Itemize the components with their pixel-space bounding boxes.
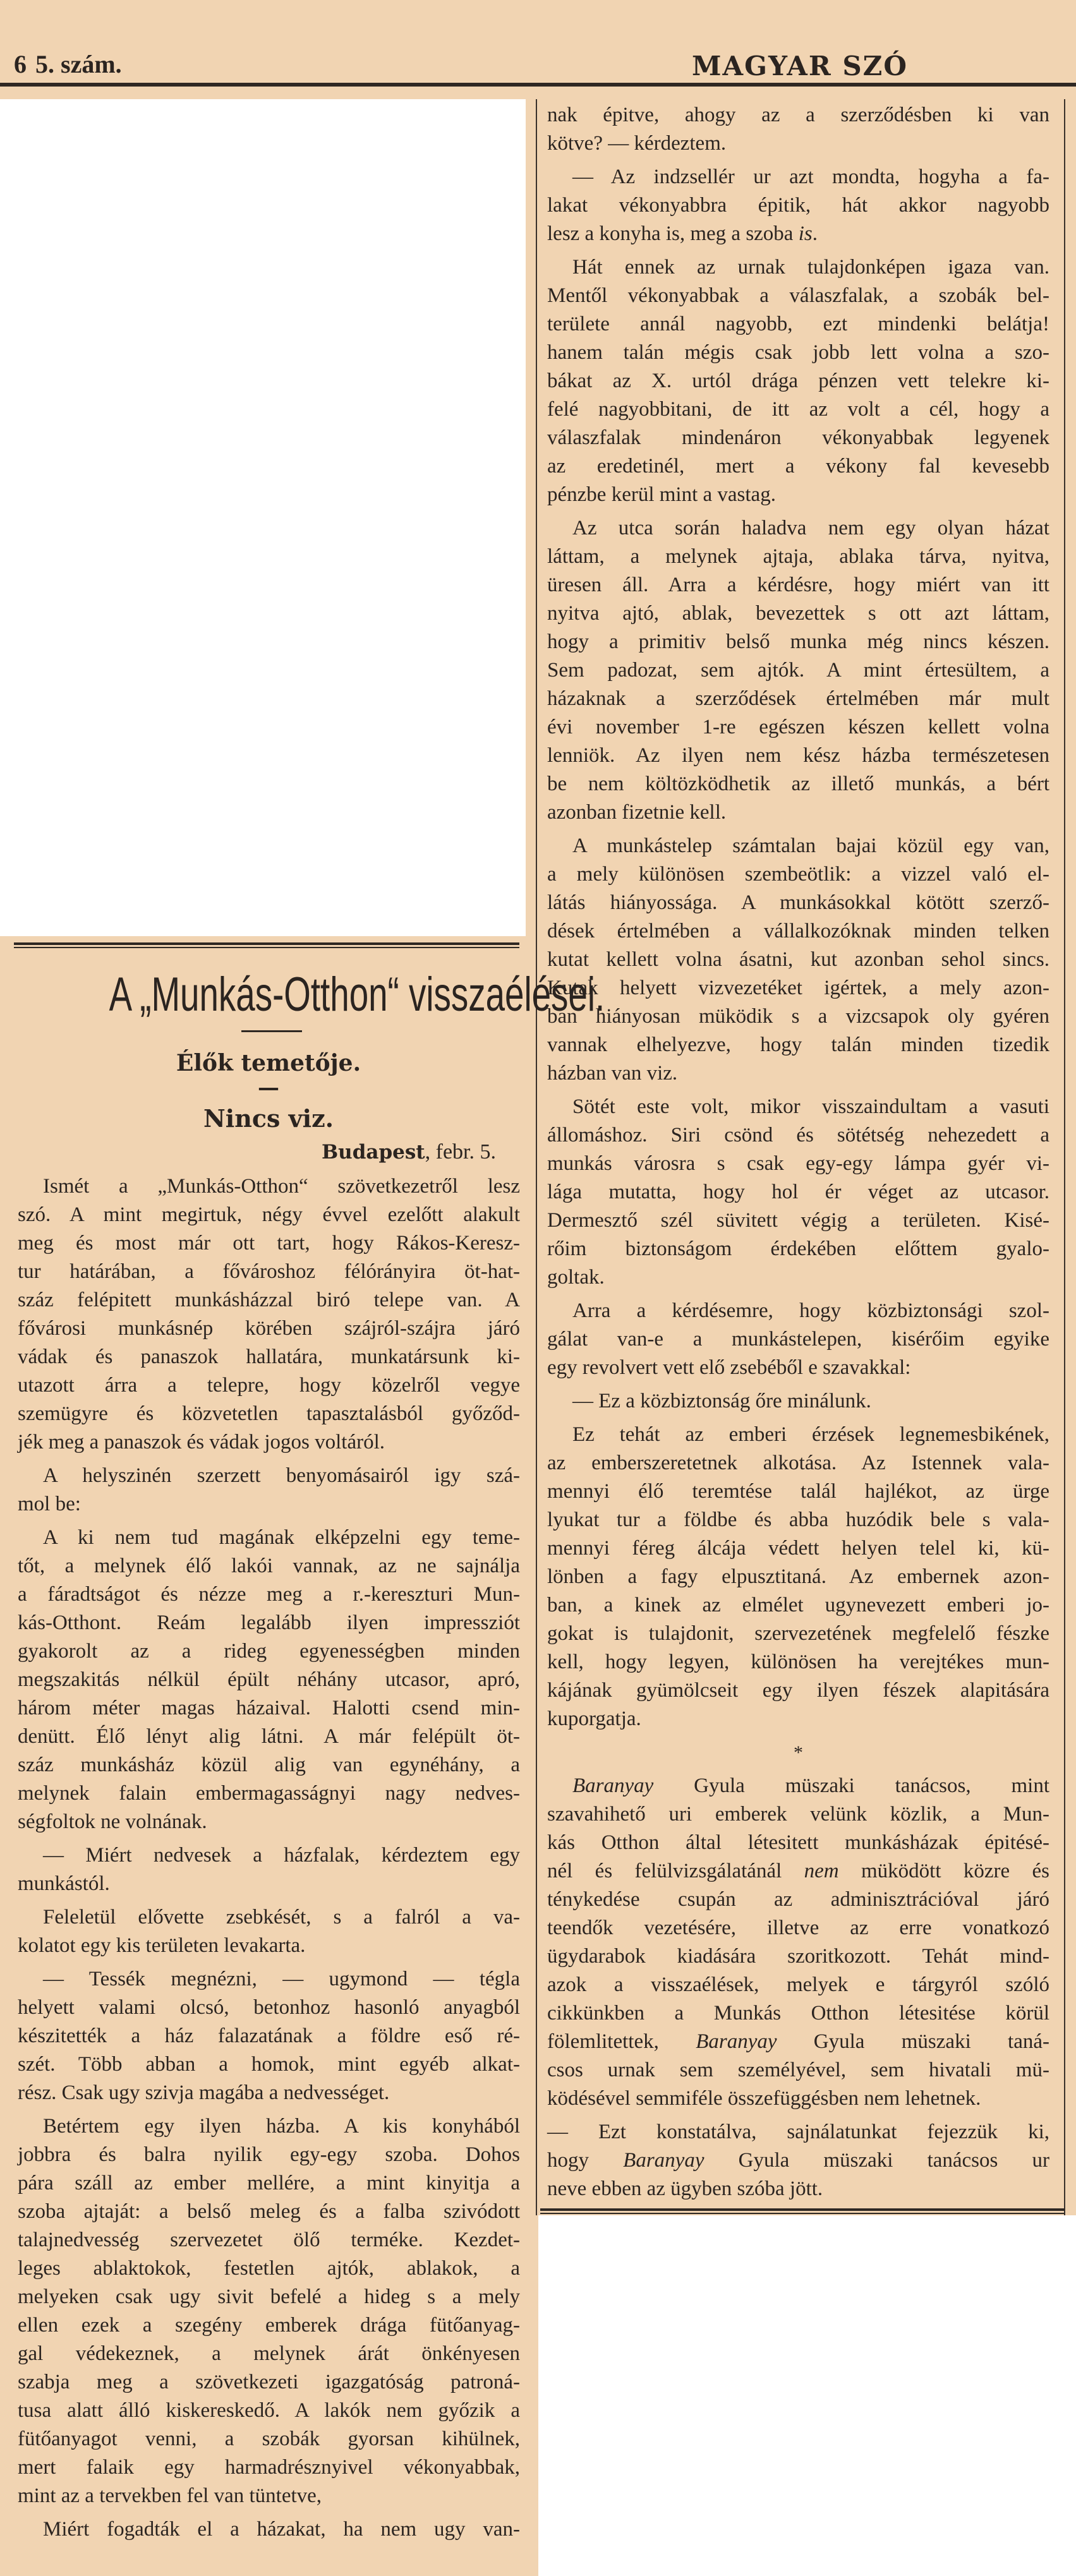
paragraph — [547, 832, 1049, 1088]
text-line: — Ezt konstatálva, sajnálatunkat fejezzük ki, — [547, 2121, 1049, 2143]
text-line: kolatot egy kis területen levakarta. — [18, 1934, 306, 1957]
text-line: felé nagyobbitani, de itt az volt a cél, hogy a — [547, 398, 1049, 421]
italic-text: Baranyay — [696, 2030, 777, 2053]
text-line: dések értelmében a vállalkozóknak minden telken — [547, 920, 1049, 942]
text-line: ban hiányosan müködik s a vizcsapok oly gyéren — [547, 1005, 1049, 1028]
column-divider — [536, 99, 537, 2215]
text-line: lyukat tur a földbe és abba huzódik bele s vala- — [547, 1508, 1049, 1531]
text-line — [547, 220, 1049, 248]
text-line: szavahihető uri emberek velünk közlik, a Mun- — [547, 1803, 1049, 1826]
text-line: ködésével semmiféle összefüggésben nem lehetnek. — [547, 2087, 981, 2110]
text-line: mert falaik egy harmadrésznyivel vékonyabbak, — [18, 2456, 520, 2479]
text-line: Betértem egy ilyen házba. A kis konyhából — [43, 2115, 520, 2138]
text-line: tur határában, a fővároshoz félórányira öt-hat- — [18, 1260, 520, 1283]
issue-number: 5. szám. — [35, 50, 122, 78]
text-line: nyitva ajtó, ablak, bevezettek s ott azt láttam, — [547, 602, 1049, 625]
text-line: rész. Csak ugy szivja magába a nedvességet. — [18, 2081, 390, 2104]
text-line: mennyi féreg álcája védett helyen telel ki, kü- — [547, 1537, 1049, 1560]
text-line: pára száll az ember mellére, a mint kinyitja a — [18, 2172, 520, 2194]
text-line: a fáradtságot és nézze meg a r.-kereszturi Mun- — [18, 1583, 520, 1606]
text-segment: lesz a konyha is, meg a szoba — [547, 222, 799, 245]
text-line: a mely különösen szembeötlik: a vizzel való el- — [547, 863, 1049, 886]
text-line: gokat is tulajdonit, szervezetének megfelelő fészke — [547, 1622, 1049, 1645]
text-segment: fölemlitettek, — [547, 2030, 696, 2053]
text-line: talajnedvesség szervezetet ölő terméke. Kezdet- — [18, 2229, 520, 2251]
text-line: lönben a fagy elpusztitaná. Az embernek azon- — [547, 1565, 1049, 1588]
text-line: ellen ezek a szegény emberek drága fütőanyag- — [18, 2314, 520, 2337]
text-line: vannak elhelyezve, hogy talán minden tizedik — [547, 1033, 1049, 1056]
text-line: Sem padozat, sem ajtók. A mint értesültem, a — [547, 659, 1049, 682]
text-segment: nél és felülvizsgálatánál — [547, 1860, 804, 1882]
text-line: üresen áll. Arra a kérdésre, hogy miért van itt — [547, 574, 1049, 596]
text-line: helyett valami olcsó, betonhoz hasonló anyagból — [18, 1996, 520, 2019]
text-line: házban van viz. — [547, 1062, 678, 1085]
text-line: jobbra és balra nyilik egy-egy szoba. Dohos — [18, 2143, 520, 2166]
text-line: tusa alatt álló kiskereskedő. A lakók nem győzik a — [18, 2399, 520, 2422]
text-line: Sötét este volt, mikor visszaindultam a vasuti — [572, 1095, 1049, 1118]
paragraph — [547, 101, 1049, 158]
text-segment: Gyula müszaki taná- — [777, 2030, 1050, 2053]
text-line: vádak és panaszok hallatára, munkatársunk ki- — [18, 1345, 520, 1368]
text-line: be nem költözködhetik az illető munkás, a bért — [547, 773, 1049, 795]
italic-text: nem — [804, 1860, 839, 1882]
text-line: A munkástelep számtalan bajai közül egy van, — [572, 834, 1049, 857]
text-segment: müködött közre és — [838, 1860, 1050, 1882]
blank-area-top-left — [0, 99, 526, 936]
italic-text: Baranyay — [572, 1774, 654, 1797]
article-subtitle: Élők temetője. — [176, 1050, 361, 1076]
paragraph — [547, 253, 1049, 509]
paragraph — [547, 2118, 1049, 2203]
text-line: kutat kellett volna ásatni, kut azonban sehol sincs. — [547, 948, 1049, 971]
text-line: azok a visszaélések, melyek e tárgyról szóló — [547, 1973, 1049, 1996]
text-line: denütt. Élő lényt alig látni. A már felépült öt- — [18, 1725, 520, 1748]
text-line: Arra a kérdésemre, hogy közbiztonsági szol- — [572, 1299, 1049, 1322]
text-line: látás hiányossága. A munkásokkal kötött szerző- — [547, 891, 1049, 914]
header-rule — [0, 83, 1076, 87]
text-line: Ez tehát az emberi érzések legnemesbikének, — [572, 1423, 1049, 1446]
text-line: láttam, a melynek ajtaja, ablaka tárva, nyitva, — [547, 545, 1049, 568]
subtitle-dash: — — [258, 1075, 279, 1100]
right-border-rule — [1064, 99, 1065, 2215]
text-line: ségfoltok ne volnának. — [18, 1810, 207, 1833]
paragraph — [547, 514, 1049, 827]
text-line: tőt, a melynek élő lakói vannak, az ne sajnálja — [18, 1555, 520, 1577]
text-line: nak épitve, ahogy az a szerződésben ki van — [547, 104, 1049, 126]
text-line: száz munkásház közül alig van egynéhány, a — [18, 1754, 520, 1776]
text-line: munkástól. — [18, 1872, 110, 1895]
section-separator-asterisk: * — [794, 1742, 803, 1763]
text-line: — Tessék megnézni, — ugymond — tégla — [43, 1968, 520, 1990]
text-line: gyakorolt az a rideg egyenességben minden — [18, 1640, 520, 1663]
left-column-body — [18, 1172, 520, 2549]
text-line: szemügyre és közvetetlen tapasztalásból győződ- — [18, 1402, 520, 1425]
text-line: csos urnak sem személyével, sem hivatali mü- — [547, 2059, 1049, 2081]
paragraph — [547, 1421, 1049, 1733]
text-line: az eredetinél, mert a vékony fal kevesebb — [547, 455, 1049, 478]
text-line: házaknak a szerződések értelmében már mult — [547, 687, 1049, 710]
text-line: gálat van-e a munkástelepen, kisérőim egyike — [547, 1328, 1049, 1351]
text-line: hogy a primitiv belső munka még nincs készen. — [547, 630, 1049, 653]
text-line: fővárosi munkásnép körében szájról-szájra járó — [18, 1317, 520, 1340]
paragraph — [547, 1297, 1049, 1382]
text-line: évi november 1-re egészen készen kellett volna — [547, 716, 1049, 738]
text-line: jék meg a panaszok és vádak jogos voltáról. — [18, 1431, 385, 1454]
dateline-date: , febr. 5. — [425, 1140, 496, 1164]
text-line: Feleletül elővette zsebkését, s a falról a va- — [43, 1906, 520, 1929]
text-segment: Gyula müszaki tanácsos ur — [704, 2149, 1050, 2172]
text-line: kell, hogy legyen, különösen ha verejtékes mun- — [547, 1651, 1049, 1673]
page-header-left — [14, 49, 131, 79]
text-line: szó. A mint megirtuk, négy évvel ezelőtt alakult — [18, 1203, 520, 1226]
text-line: Ismét a „Munkás-Otthon“ szövetkezetről lesz — [43, 1175, 520, 1198]
paragraph — [18, 1965, 520, 2107]
text-line: kás Otthon által létesitett munkásházak épitésé- — [547, 1831, 1049, 1854]
paragraph — [18, 2515, 520, 2544]
newspaper-title: MAGYAR SZÓ — [692, 51, 908, 81]
text-line: ügydarabok kiadására szoritkozott. Tehát mind- — [547, 1945, 1049, 1968]
text-line: melyeken csak ugy sivit befelé a hideg s a mely — [18, 2285, 520, 2308]
text-line: Dermesztő szél süvitett végig a területen. Kisé- — [547, 1209, 1049, 1232]
paragraph — [18, 1841, 520, 1898]
text-line: területe annál nagyobb, ezt mindenki belátja! — [547, 313, 1049, 335]
text-line: egy revolvert vett elő zsebéből e szavakkal: — [547, 1356, 911, 1379]
text-line: mennyi élő teremtése talál hajlékot, az ürge — [547, 1480, 1049, 1503]
text-line: ban, a kinek az elmélet ugynevezett emberi jo- — [547, 1594, 1049, 1616]
text-line: Hát ennek az urnak tulajdonképen igaza van. — [572, 256, 1049, 279]
text-line: hanem talán mégis csak jobb lett volna a szo- — [547, 341, 1049, 364]
text-line: pénzbe kerül mint a vastag. — [547, 483, 776, 506]
text-line — [547, 1772, 1049, 1800]
text-line: ténykedése csupán az adminisztrációval járó — [547, 1888, 1049, 1911]
text-segment: Gyula müszaki tanácsos, mint — [653, 1774, 1049, 1797]
text-line: kájának gyümölcseit egy ilyen fészek alapitására — [547, 1679, 1049, 1702]
text-line: száz felépitett munkásházzal biró telepe van. A — [18, 1289, 520, 1311]
text-line: kötve? — kérdeztem. — [547, 132, 727, 155]
text-segment: . — [812, 222, 818, 245]
text-line: goltak. — [547, 1266, 605, 1289]
blank-area-bottom-right — [538, 2215, 1076, 2576]
text-line: szabja meg a szövetkezeti igazgatóság patroná- — [18, 2371, 520, 2393]
text-line: kás-Otthont. Reám legalább ilyen impressziót — [18, 1611, 520, 1634]
text-line: Miért fogadták el a házakat, ha nem ugy van- — [43, 2518, 520, 2541]
text-line: mol be: — [18, 1493, 81, 1515]
text-line: az emberszeretetnek alkotása. Az Istennek vala- — [547, 1452, 1049, 1474]
text-line: — Ez a közbiztonság őre minálunk. — [572, 1390, 871, 1412]
text-line: teendők vezetésére, illetve az erre vonatkozó — [547, 1917, 1049, 1939]
text-line: szét. Több abban a homok, mint egyéb alkat- — [18, 2053, 520, 2076]
dateline-place: Budapest — [321, 1141, 425, 1164]
paragraph — [18, 1172, 520, 1457]
text-line: három méter magas házaival. Halotti csend min- — [18, 1697, 520, 1719]
dateline — [322, 1137, 496, 1167]
article-title — [13, 966, 605, 1023]
page-number: 6 — [14, 50, 27, 78]
text-line: — Miért nedvesek a házfalak, kérdeztem egy — [43, 1844, 520, 1867]
text-line: melynek falain embermagasságnyi nagy nedves- — [18, 1782, 520, 1805]
text-line: azonban fizetnie kell. — [547, 801, 727, 824]
paragraph — [547, 1093, 1049, 1292]
paragraph — [547, 163, 1049, 248]
text-line: munkás városra s csak egy-egy lámpa gyér vi- — [547, 1152, 1049, 1175]
article-top-rule — [14, 942, 519, 948]
text-line — [547, 1857, 1049, 1886]
right-column-body — [547, 101, 1049, 2208]
text-line: utazott árra a telepre, hogy közelről vegye — [18, 1374, 520, 1397]
italic-text: is — [798, 222, 813, 245]
italic-text: Baranyay — [623, 2149, 704, 2172]
text-line: cikkünkben a Munkás Otthon létesitése körül — [547, 2002, 1049, 2025]
right-column-end-rule — [540, 2208, 1065, 2214]
text-line: rőim biztonságom érdekében előttem gyalo- — [547, 1237, 1049, 1260]
text-line: — Az indzsellér ur azt mondta, hogyha a fa- — [572, 166, 1049, 188]
section-heading: Nincs viz. — [203, 1104, 334, 1133]
text-line: megszakitás nélkül épült néhány utcasor, apró, — [18, 1668, 520, 1691]
text-line: mint az a tervekben fel van tüntetve, — [18, 2484, 322, 2507]
text-line: lenniök. Az ilyen nem kész házba természetesen — [547, 744, 1049, 767]
text-line: válaszfalak mindenáron vékonyabbak legyenek — [547, 426, 1049, 449]
paragraph — [18, 1524, 520, 1836]
text-line: bákat az X. urtól drága pénzen vett telekre ki- — [547, 370, 1049, 392]
text-line: A helyszinén szerzett benyomásairól igy szá- — [43, 1464, 520, 1487]
text-line: Az utca során haladva nem egy olyan házat — [572, 517, 1049, 539]
text-line: leges ablaktokok, festetlen ajtók, ablakok, a — [18, 2257, 520, 2280]
text-line: állomáshoz. Siri csönd és sötétség nehezedett a — [547, 1124, 1049, 1147]
text-segment: hogy — [547, 2149, 624, 2172]
text-line: Mentől vékonyabbak a válaszfalak, a szobák bel- — [547, 284, 1049, 307]
text-line: lakat vékonyabbra épitik, hát akkor nagyobb — [547, 194, 1049, 217]
text-line: gal védekeznek, a melynek árát önkényesen — [18, 2342, 520, 2365]
text-line: készitették a ház falazatának a földre eső ré- — [18, 2025, 520, 2047]
title-separator-rule — [241, 1030, 302, 1032]
text-line — [547, 2028, 1049, 2056]
paragraph — [18, 1462, 520, 1519]
text-line: fütőanyagot venni, a szobák gyorsan kihülnek, — [18, 2428, 520, 2450]
text-line: kuporgatja. — [547, 1707, 641, 1730]
paragraph — [18, 2112, 520, 2510]
article-title-text: A „Munkás-Otthon“ visszaélései. — [109, 968, 605, 1021]
text-line: szoba ajtaját: a belső meleg és a falba szivódott — [18, 2200, 520, 2223]
paragraph — [18, 1903, 520, 1960]
text-line — [547, 2146, 1049, 2175]
text-line: Kutak helyett vizvezetéket igértek, a mely azon- — [547, 977, 1049, 999]
paragraph — [547, 1387, 1049, 1416]
paragraph — [547, 1772, 1049, 2113]
text-line: lága mutatta, hogy hol ér véget az utcasor. — [547, 1181, 1049, 1203]
text-line: A ki nem tud magának elképzelni egy teme- — [43, 1526, 520, 1549]
text-line: neve ebben az ügyben szóba jött. — [547, 2177, 823, 2200]
text-line: meg és most már ott tart, hogy Rákos-Keresz- — [18, 1232, 520, 1255]
